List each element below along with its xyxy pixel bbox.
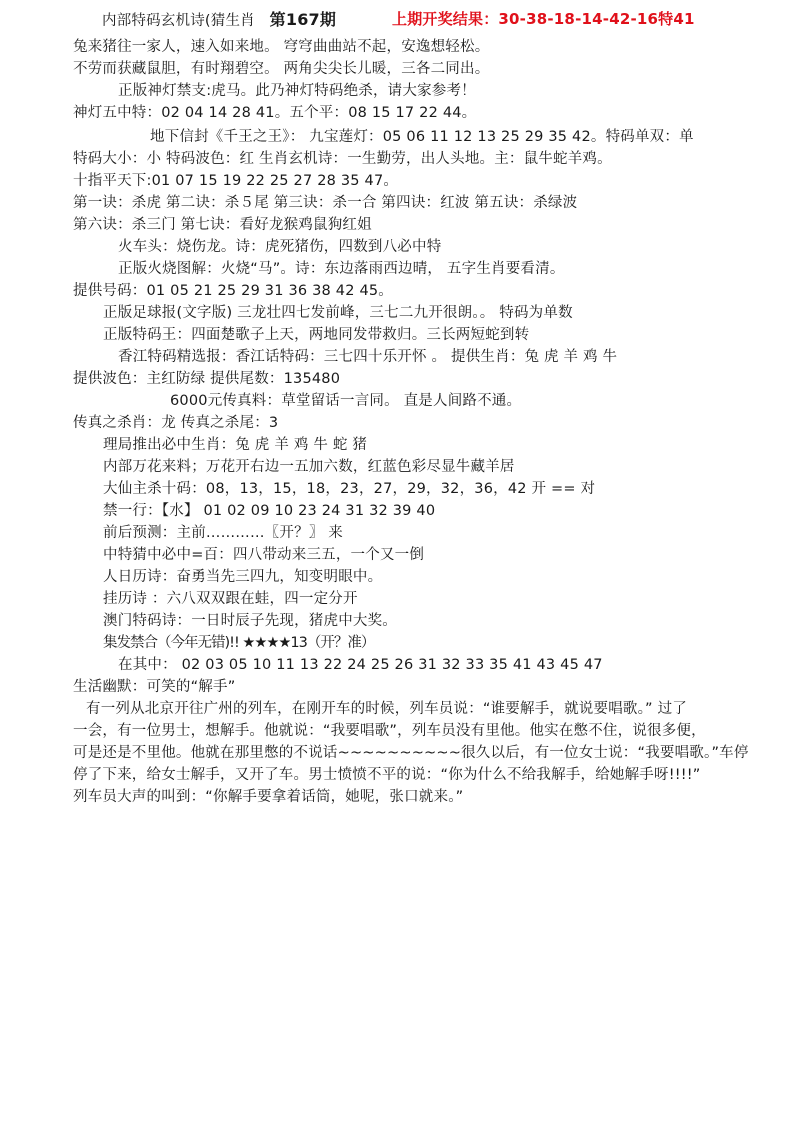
hanging-calendar-line: 挂历诗 ：六八双双跟在蛙，四一定分开 <box>103 591 358 607</box>
macau-poem-line: 澳门特码诗：一日时辰子先现，猪虎中大奖。 <box>103 613 397 629</box>
football-report-line: 正版足球报(文字版) 三龙壮四七发前峰，三七二九开很朗。。 特码为单数 <box>103 305 573 321</box>
fire-diagram-line: 正版火烧图解：火烧“马”。诗：东边落雨西边晴， 五字生肖要看清。 <box>118 261 565 277</box>
collection-ban-line: 集发禁合（今年无错)!! ★★★★13（开？准） <box>103 635 375 651</box>
poem-title: 内部特码玄机诗(猜生肖 <box>102 13 255 29</box>
header-row <box>102 10 336 31</box>
ban-row-line: 禁一行：【水】 01 02 09 10 23 24 31 32 39 40 <box>103 503 436 519</box>
ten-fingers-line: 十指平天下:01 07 15 19 22 25 27 28 35 47。 <box>73 173 399 189</box>
hongkong-report-line: 香江特码精选报：香江话特码：三七四十乐开怀 。 提供生肖：兔 虎 羊 鸡 牛 <box>118 349 618 365</box>
hit-guess-line: 中特猜中必中=百：四八带动来三五，一个又一倒 <box>103 547 425 563</box>
joke-line-4: 停了下来，给女士解手，又开了车。男士愤愤不平的说：“你为什么不给我解手，给她解手呀!!!!” <box>73 767 701 783</box>
forecast-line: 前后预测：主前…………〖开？〗 来 <box>103 525 344 541</box>
size-color-line: 特码大小：小 特码波色：红 生肖玄机诗：一生勤劳，出人头地。主：鼠牛蛇羊鸡。 <box>73 151 612 167</box>
fax-material-line: 6000元传真料：草堂留话一言同。 直是人间路不通。 <box>170 393 522 409</box>
tips-row-2: 第六诀：杀三门 第七诀：看好龙猴鸡鼠狗红姐 <box>73 217 372 233</box>
poem-line-1: 兔来猪往一家人，速入如来地。 穹穹曲曲站不起，安逸想轻松。 <box>73 39 490 55</box>
calendar-poem-line: 人日历诗：奋勇当先三四九，知变明眼中。 <box>103 569 383 585</box>
provided-color-line: 提供波色：主红防绿 提供尾数：135480 <box>73 371 341 387</box>
bureau-zodiac-line: 理局推出必中生肖：兔 虎 羊 鸡 牛 蛇 猪 <box>103 437 368 453</box>
lamp-ban-line: 正版神灯禁支:虎马。此乃神灯特码绝杀，请大家参考！ <box>118 83 476 99</box>
tips-row-1: 第一诀：杀虎 第二诀：杀５尾 第三诀：杀一合 第四诀：红波 第五诀：杀绿波 <box>73 195 578 211</box>
last-draw-result: 上期开奖结果：30-38-18-14-42-16特41 <box>392 10 695 28</box>
poem-line-2: 不劳而获藏鼠胆，有时翔碧空。 两角尖尖长儿暖，三各二同出。 <box>73 61 490 77</box>
joke-line-1: 有一列从北京开往广州的列车，在刚开车的时候，列车员说：“谁要解手，就说要唱歌。” 过了 <box>86 701 687 717</box>
joke-line-3: 可是还是不里他。他就在那里憋的不说话~~~~~~~~~~很久以后，有一位女士说：“我要唱歌。”车停 <box>73 745 749 761</box>
humor-title: 生活幽默：可笑的“解手” <box>73 679 236 695</box>
joke-line-5: 列车员大声的叫到：“你解手要拿着话筒，她呢，张口就来。” <box>73 789 464 805</box>
envelope-line: 地下信封《千王之王》： 九宝莲灯：05 06 11 12 13 25 29 35 42。特码单双：单 <box>150 129 694 145</box>
fax-kill-line: 传真之杀肖：龙 传真之杀尾：3 <box>73 415 279 431</box>
lamp-five-numbers: 神灯五中特：02 04 14 28 41。五个平：08 15 17 22 44。 <box>73 105 477 121</box>
train-head-line: 火车头：烧伤龙。诗：虎死猪伤，四数到八必中特 <box>118 239 442 255</box>
provided-numbers-line: 提供号码：01 05 21 25 29 31 36 38 42 45。 <box>73 283 393 299</box>
in-which-numbers-line: 在其中： 02 03 05 10 11 13 22 24 25 26 31 32 33 35 41 43 45 47 <box>118 657 603 673</box>
immortal-kill-line: 大仙主杀十码：08，13，15，18，23，27，29，32，36，42 开 == 对 <box>103 481 596 497</box>
issue-number: 第167期 <box>269 10 337 29</box>
joke-line-2: 一会，有一位男士，想解手。他就说：“我要唱歌”，列车员没有里他。他实在憋不住，说很多便， <box>73 723 706 739</box>
wanhua-material-line: 内部万花来料；万花开右边一五加六数，红蓝色彩尽显牛藏羊居 <box>103 459 515 475</box>
special-code-king-line: 正版特码王：四面楚歌子上天，两地同发带救归。三长两短蛇到转 <box>103 327 530 343</box>
